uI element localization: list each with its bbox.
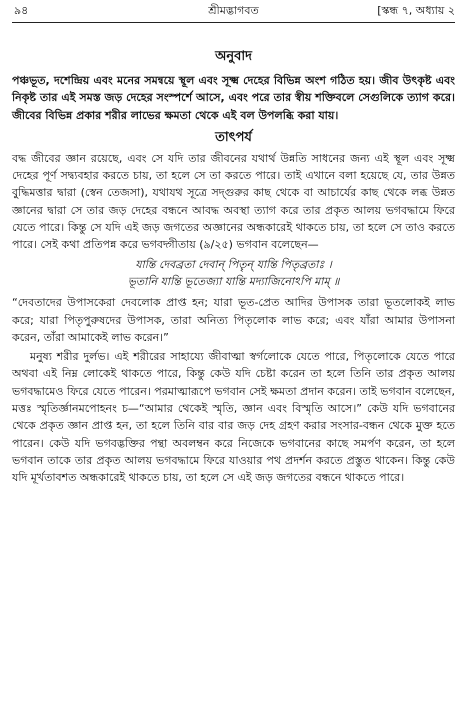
- page-header: [12, 2, 455, 20]
- page-number: ৯৪: [14, 4, 29, 17]
- translation-heading: অনুবাদ: [215, 49, 252, 64]
- purport-paragraph-1: বদ্ধ জীবের জ্ঞান রয়েছে, এবং সে যদি তার জীবনের যথার্থ উন্নতি সাধনের জন্য এই স্থূল এবং সূক্ষ্ম দেহের পূর্ণ সদ্ব্যবহার করতে চায়, তা হলে সে তা করতে পারে। তাই এখানে বলা হয়েছে যে, তার উন্নত বুদ্ধিমত্তার দ্বারা (স্বেন তেজসা), যথাযথ সূত্রে সদ্গুরুর কাছ থেকে বা আচার্যের কাছ থেকে লব্ধ উন্নত জ্ঞানের দ্বারা সে তার জড় দেহের বন্ধনে আবদ্ধ অবস্থা ত্যাগ করে তার প্রকৃত আলয় ভগবদ্ধামে ফিরে যেতে পারে। কিন্তু সে যদি এই জড় জগতের অজ্ঞানের অন্ধকারেই থাকতে চায়, তা হলে সে তাও করতে পারে। সেই কথা প্রতিপন্ন করে ভগবদ্গীতায় (৯/২৫) ভগবান বলেছেন—: [12, 151, 455, 252]
- verse-line-2: ভূতানি যান্তি ভূতেজ্যা যান্তি মদ্যাজিনোঽপি মাম্ ॥: [127, 274, 340, 288]
- verse-line-1: যান্তি দেবব্রতা দেবান্ পিতৄন্ যান্তি পিতৃব্রতাঃ ।: [135, 257, 332, 271]
- verse-block: [12, 256, 455, 291]
- header-rule: [12, 22, 455, 23]
- purport-paragraph-2: মনুষ্য শরীর দুর্লভ। এই শরীরের সাহায্যে জীবাত্মা স্বর্গলোকে যেতে পারে, পিতৃলোকে যেতে পারে অথবা এই নিম্ন লোকেই থাকতে পারে, কিন্তু কেউ যদি চেষ্টা করেন তা হলে তিনি তার প্রকৃত আলয় ভগবদ্ধামেও ফিরে যেতে পারেন। পরমাত্মারূপে ভগবান সেই ক্ষমতা প্রদান করেন। তাই ভগবান বলেছেন, মত্তঃ স্মৃতির্জ্ঞানমপোহনং চ—“আমার থেকেই স্মৃতি, জ্ঞান এবং বিস্মৃতি আসে।” কেউ যদি ভগবানের থেকে প্রকৃত জ্ঞান প্রাপ্ত হন, তা হলে তিনি বার বার জড় দেহ গ্রহণ করার সংসার-বন্ধন থেকে মুক্ত হতে পারেন। কেউ যদি ভগবদ্ভক্তির পন্থা অবলম্বন করে নিজেকে ভগবানের কাছে সমর্পণ করেন, তা হলে ভগবান তাকে তার প্রকৃত আলয় ভগবদ্ধামে ফিরে যাওয়ার পথ প্রদর্শন করতে প্রস্তুত থাকেন। কিন্তু কেউ যদি মূর্খতাবশত অন্ধকারেই থাকতে চায়, তা হলে সে এই জড় জগতের বন্ধনে থাকতে পারে।: [12, 350, 455, 485]
- translation-text: পঞ্চভূত, দশেন্দ্রিয় এবং মনের সমন্বয়ে স্থূল এবং সূক্ষ্ম দেহের বিভিন্ন অংশ গঠিত হয়। জীব উৎকৃষ্ট এবং নিকৃষ্ট তার এই সমস্ত জড় দেহের সংস্পর্শে আসে, এবং পরে তার স্বীয় শক্তিবলে সেগুলিকে ত্যাগ করে। জীবের বিভিন্ন প্রকার শরীর লাভের ক্ষমতা থেকে এই বল উপলব্ধি করা যায়।: [12, 74, 455, 122]
- section-reference: [স্কন্ধ ৭, অধ্যায় ২: [377, 4, 455, 17]
- page-content: [12, 48, 455, 487]
- verse-translation-quote: “দেবতাদের উপাসকেরা দেবলোক প্রাপ্ত হন; যারা ভূত-প্রেত আদির উপাসক তারা ভূতলোকই লাভ করে; যারা পিতৃপুরুষদের উপাসক, তারা অনিত্য পিতৃলোক লাভ করে; এবং যাঁরা আমার উপাসনা করেন, তাঁরা আমাকেই লাভ করেন।”: [12, 296, 455, 344]
- book-title: শ্রীমদ্ভাগবত: [208, 4, 259, 17]
- purport-heading: তাৎপর্য: [215, 129, 252, 145]
